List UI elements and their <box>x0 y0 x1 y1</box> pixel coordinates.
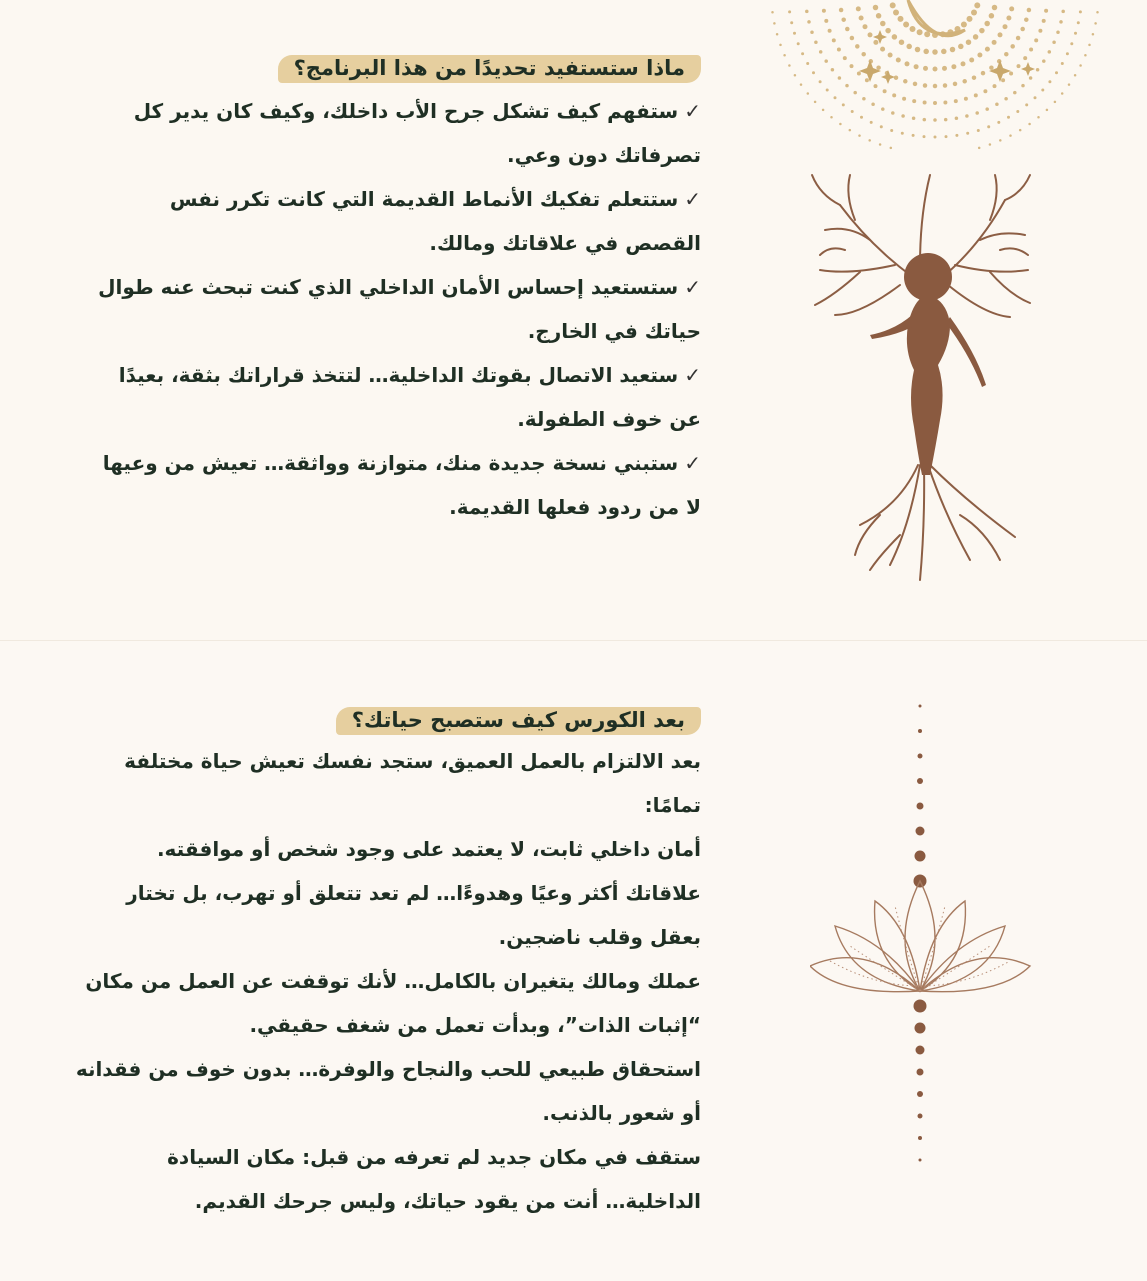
ornament-dot <box>1092 33 1095 36</box>
ornament-dot <box>856 6 861 11</box>
benefit-text: عن خوف الطفولة. <box>517 407 701 431</box>
outcome-line: أمان داخلي ثابت، لا يعتمد على وجود شخص أو موافقته. <box>156 837 701 861</box>
ornament-dot <box>1070 42 1073 45</box>
ornament-dot <box>790 21 793 24</box>
benefits-block <box>41 55 701 529</box>
ornament-dot <box>914 64 919 69</box>
ornament-dot <box>1001 78 1005 82</box>
benefit-line <box>41 221 701 265</box>
ornament-dot <box>969 58 974 63</box>
ornament-dot <box>805 10 809 14</box>
ornament-dot <box>1066 52 1069 55</box>
ornament-dot <box>951 64 956 69</box>
column-dot <box>917 1069 924 1076</box>
ornament-dot <box>1017 64 1021 68</box>
ornament-dot <box>953 82 958 87</box>
ornament-dot <box>992 5 998 11</box>
ornament-dot <box>807 20 811 24</box>
benefit-line <box>41 89 701 133</box>
benefit-line <box>41 441 701 485</box>
ornament-dot <box>923 49 929 55</box>
ornament-dot <box>999 139 1002 142</box>
ornament-dot <box>863 24 868 29</box>
ornament-dot <box>901 132 904 135</box>
ornament-dot <box>806 62 809 65</box>
bottom-panel <box>0 640 1147 1281</box>
ornament-dot <box>843 56 847 60</box>
ornament-dot <box>1094 22 1097 25</box>
benefit-text: ستبني نسخة جديدة منك، متوازنة وواثقة… تعيش من وعيها <box>102 451 679 475</box>
column-dot <box>915 851 926 862</box>
ornament-dot <box>800 83 803 86</box>
benefit-text: ستتعلم تفكيك الأنماط القديمة التي كانت تكرر نفس <box>169 187 679 211</box>
outcome-line: الداخلية… أنت من يقود حياتك، وليس جرحك القديم. <box>194 1189 701 1213</box>
ornament-dot <box>1061 92 1064 95</box>
checkmark-icon: ✓ <box>684 275 701 299</box>
ornament-dot <box>978 147 981 150</box>
ornament-dot <box>950 47 956 53</box>
ornament-dot <box>894 75 899 80</box>
ornament-dot <box>992 40 997 45</box>
ornament-dot <box>880 47 885 52</box>
ornament-dot <box>902 97 906 101</box>
lotus-icon <box>810 871 1035 1011</box>
outcome-line: بعد الالتزام بالعمل العميق، ستجد نفسك تعيش حياة مختلفة <box>124 749 701 773</box>
ornament-dot <box>850 36 855 41</box>
ornament-dot <box>1077 21 1080 24</box>
ornament-dot <box>837 48 841 52</box>
ornament-dot <box>788 10 791 13</box>
benefit-line <box>41 353 701 397</box>
ornament-dot <box>912 116 916 120</box>
ornament-dot <box>977 53 982 58</box>
ornament-dot <box>1016 110 1019 113</box>
ornament-dot <box>972 75 977 80</box>
ornament-dot <box>788 64 791 67</box>
ornament-dot <box>1074 32 1077 35</box>
outcome-line: ستقف في مكان جديد لم تعرفه من قبل: مكان السيادة <box>167 1145 701 1169</box>
ornament-dot <box>850 64 854 68</box>
ornament-dot <box>819 50 823 54</box>
ornament-dot <box>822 9 826 13</box>
ornament-dot <box>860 116 863 119</box>
ornament-dot <box>1019 129 1022 132</box>
ornament-dot <box>985 107 989 111</box>
ornament-dot <box>966 132 969 135</box>
ornament-dot <box>1061 10 1065 14</box>
ornament-dot <box>890 147 893 150</box>
ornament-dot <box>923 118 927 122</box>
ornament-dot <box>831 68 835 72</box>
ornament-dot <box>794 74 797 77</box>
benefit-text: حياتك في الخارج. <box>527 319 701 343</box>
ornament-dot <box>849 129 852 132</box>
ornament-dot <box>891 111 895 115</box>
benefit-line <box>41 177 701 221</box>
top-panel <box>0 0 1147 640</box>
ornament-dot <box>923 101 927 105</box>
ornament-dot <box>961 22 967 28</box>
ornament-dot <box>1044 9 1048 13</box>
benefit-text: القصص في علاقاتك ومالك. <box>429 231 701 255</box>
benefits-list <box>41 89 701 529</box>
ornament-dot <box>873 40 878 45</box>
ornament-dot <box>993 84 997 88</box>
benefit-line <box>41 397 701 441</box>
ornament-dot <box>1037 116 1040 119</box>
ornament-dot <box>981 71 986 76</box>
ornament-dot <box>912 134 915 137</box>
ornament-dot <box>1025 103 1028 106</box>
ornament-dot <box>924 31 930 37</box>
ornament-dot <box>1055 71 1058 74</box>
ornament-dot <box>1009 134 1012 137</box>
ornament-dot <box>771 11 774 14</box>
ornament-dot <box>1048 80 1051 83</box>
checkmark-icon: ✓ <box>684 187 701 211</box>
checkmark-icon: ✓ <box>684 99 701 123</box>
ornament-dot <box>874 84 878 88</box>
ornament-dot <box>807 92 810 95</box>
ornament-dot <box>945 135 948 138</box>
ornament-dot <box>973 34 979 40</box>
ornament-dot <box>1004 97 1008 101</box>
ornament-dot <box>793 32 796 35</box>
ornament-dot <box>830 116 833 119</box>
ornament-dot <box>965 114 969 118</box>
ornament-dot <box>1041 89 1044 92</box>
ornament-dot <box>1038 29 1042 33</box>
ornament-dot <box>962 79 967 84</box>
ornament-dot <box>913 82 918 87</box>
ornament-dot <box>865 78 869 82</box>
ornament-dot <box>1052 40 1056 44</box>
outcome-line: تمامًا: <box>644 793 701 817</box>
sun-moon-ornament-icon <box>770 0 1100 150</box>
ornament-dot <box>915 47 921 53</box>
ornament-dot <box>1007 116 1010 119</box>
column-dot <box>917 803 924 810</box>
ornament-dot <box>1023 56 1027 60</box>
column-dot <box>918 1136 922 1140</box>
ornament-dot <box>871 103 875 107</box>
ornament-dot <box>845 27 850 32</box>
outcome-line: أو شعور بالذنب. <box>542 1101 701 1125</box>
ornament-dot <box>955 116 959 120</box>
ornament-dot <box>776 33 779 36</box>
ornament-dot <box>932 49 938 55</box>
ornament-dot <box>989 13 995 18</box>
outcome-line: علاقاتك أكثر وعيًا وهدوءًا… لم تعد تتعلق أو تهرب، بل تختار <box>126 881 701 905</box>
ornament-dot <box>853 91 857 95</box>
ornament-dot <box>1016 36 1021 41</box>
benefit-text: ستستعيد إحساس الأمان الداخلي الذي كنت تبحث عنه طوال <box>98 275 679 299</box>
ornament-dot <box>944 118 948 122</box>
ornament-dot <box>890 2 896 8</box>
ornament-dot <box>773 22 776 25</box>
ornament-dot <box>1046 109 1049 112</box>
ornament-dot <box>1059 20 1063 24</box>
ornament-dot <box>997 121 1000 124</box>
section-heading-2: بعد الكورس كيف ستصبح حياتك؟ <box>336 707 701 735</box>
ornament-dot <box>885 28 891 33</box>
ornament-dot <box>1042 59 1046 63</box>
ornament-dot <box>824 59 828 63</box>
column-dot <box>915 1023 926 1034</box>
benefit-text: ستفهم كيف تشكل جرح الأب داخلك، وكيف كان يدير كل <box>133 99 679 123</box>
ornament-dot <box>923 135 926 138</box>
ornament-dot <box>974 2 980 8</box>
ornament-dot <box>923 66 928 71</box>
ornament-dot <box>961 61 966 66</box>
ornament-dot <box>779 44 782 47</box>
ornament-dot <box>1079 64 1082 67</box>
outcome-line: استحقاق طبيعي للحب والنجاح والوفرة… بدون خوف من فقدانه <box>75 1057 701 1081</box>
ornament-dot <box>851 110 854 113</box>
ornament-dot <box>814 101 817 104</box>
column-dot <box>917 1091 923 1097</box>
column-dot <box>916 827 925 836</box>
ornament-dot <box>841 17 846 22</box>
ornament-dot <box>819 80 822 83</box>
benefit-text: لا من ردود فعلها القديمة. <box>449 495 701 519</box>
ornament-dot <box>828 29 832 33</box>
ornament-dot <box>890 129 893 132</box>
ornament-dot <box>898 16 904 22</box>
ornament-dot <box>879 143 882 146</box>
ornament-dot <box>1004 52 1009 57</box>
ornament-dot <box>923 83 928 88</box>
benefit-text: ستعيد الاتصال بقوتك الداخلية… لتتخذ قراراتك بثقة، بعيدًا <box>118 363 679 387</box>
ornament-dot <box>868 32 873 37</box>
ornament-dot <box>1009 72 1013 76</box>
ornament-dot <box>842 103 845 106</box>
ornament-dot <box>942 66 947 71</box>
ornament-dot <box>839 123 842 126</box>
ornament-dot <box>899 39 905 45</box>
ornament-dot <box>998 32 1003 37</box>
ornament-dot <box>933 118 937 122</box>
ornament-dot <box>910 26 916 32</box>
ornament-dot <box>987 125 990 128</box>
ornament-dot <box>943 101 947 105</box>
ornament-dot <box>1079 10 1082 13</box>
ornament-dot <box>906 44 912 50</box>
ornament-dot <box>1013 91 1017 95</box>
ornament-dot <box>943 83 948 88</box>
column-dot <box>918 729 922 733</box>
ornament-dot <box>1028 123 1031 126</box>
outcome-line: بعقل وقلب ناضجين. <box>498 925 701 949</box>
ornament-dot <box>812 71 815 74</box>
ornament-dot <box>883 89 887 93</box>
ornament-dot <box>1036 68 1040 72</box>
outcome-line: عملك ومالك يتغيران بالكامل… لأنك توقفت عن العمل من مكان <box>85 969 701 993</box>
ornament-dot <box>1034 96 1037 99</box>
ornament-dot <box>822 109 825 112</box>
ornament-dot <box>810 30 814 34</box>
ornament-dot <box>1068 83 1071 86</box>
section-heading: ماذا ستستفيد تحديدًا من هذا البرنامج؟ <box>278 55 701 83</box>
ornament-dot <box>1034 38 1038 42</box>
ornament-dot <box>983 89 987 93</box>
ornament-dot <box>905 61 910 66</box>
ornament-dot <box>979 28 985 33</box>
ornament-dot <box>941 49 947 55</box>
ornament-dot <box>954 99 958 103</box>
ornament-dot <box>1084 54 1087 57</box>
ornament-dot <box>888 53 893 58</box>
ornament-dot <box>1003 24 1008 29</box>
ornament-dot <box>826 89 829 92</box>
ornament-dot <box>1006 16 1011 21</box>
column-dot <box>919 1159 922 1162</box>
ornament-dot <box>880 21 886 27</box>
ornament-dot <box>974 93 978 97</box>
ornament-dot <box>1024 17 1029 22</box>
column-dot <box>919 705 922 708</box>
ornament-dot <box>1096 11 1099 14</box>
ornament-dot <box>876 65 881 70</box>
ornament-dot <box>989 65 994 70</box>
checkmark-icon: ✓ <box>684 451 701 475</box>
ornament-dot <box>967 16 973 22</box>
ornament-dot <box>1009 6 1014 11</box>
column-dot <box>918 1114 923 1119</box>
after-course-list <box>41 739 701 1223</box>
ornament-dot <box>903 22 909 28</box>
ornament-dot <box>975 111 979 115</box>
ornament-dot <box>881 107 885 111</box>
ornament-dot <box>901 114 905 118</box>
benefit-line <box>41 133 701 177</box>
ornament-dot <box>814 40 818 44</box>
ornament-dot <box>971 10 977 16</box>
tree-woman-icon <box>800 165 1040 585</box>
ornament-dot <box>1054 101 1057 104</box>
ornament-dot <box>834 96 837 99</box>
ornament-dot <box>858 134 861 137</box>
ornament-dot <box>801 52 804 55</box>
ornament-dot <box>934 136 937 139</box>
ornament-dot <box>1074 74 1077 77</box>
outcome-line: “إثبات الذات”، وبدأت تعمل من شغف حقيقي. <box>249 1013 701 1037</box>
ornament-dot <box>892 34 898 40</box>
ornament-dot <box>859 16 864 21</box>
ornament-dot <box>876 13 882 18</box>
column-dot <box>917 778 923 784</box>
ornament-dot <box>903 79 908 84</box>
column-dot <box>916 1046 925 1055</box>
ornament-dot <box>989 143 992 146</box>
ornament-dot <box>933 84 938 89</box>
after-course-block <box>41 707 701 1223</box>
benefit-line <box>41 309 701 353</box>
ornament-dot <box>955 134 958 137</box>
ornament-dot <box>984 21 990 27</box>
ornament-dot <box>892 93 896 97</box>
benefit-line <box>41 485 701 529</box>
ornament-dot <box>838 76 842 80</box>
ornament-dot <box>917 29 923 35</box>
ornament-dot <box>977 129 980 132</box>
ornament-dot <box>964 97 968 101</box>
ornament-dot <box>824 19 828 23</box>
ornament-dot <box>1061 62 1064 65</box>
ornament-dot <box>912 99 916 103</box>
ornament-dot <box>845 84 849 88</box>
ornament-dot <box>1027 8 1032 13</box>
benefit-text: تصرفاتك دون وعي. <box>506 143 701 167</box>
column-dot <box>918 754 923 759</box>
checkmark-icon: ✓ <box>684 363 701 387</box>
ornament-dot <box>783 54 786 57</box>
ornament-dot <box>855 44 860 49</box>
benefit-line <box>41 265 701 309</box>
ornament-dot <box>985 47 990 52</box>
ornament-dot <box>966 39 972 45</box>
ornament-dot <box>933 101 937 105</box>
ornament-dot <box>1010 44 1015 49</box>
ornament-dot <box>1029 48 1033 52</box>
ornament-dot <box>1029 76 1033 80</box>
ornament-dot <box>1042 19 1046 23</box>
ornament-dot <box>873 5 879 11</box>
ornament-dot <box>958 44 964 50</box>
ornament-dot <box>870 121 873 124</box>
ornament-dot <box>839 8 844 13</box>
ornament-dot <box>862 97 866 101</box>
ornament-dot <box>832 38 836 42</box>
ornament-dot <box>857 72 861 76</box>
ornament-dot <box>1048 50 1052 54</box>
ornament-dot <box>1088 44 1091 47</box>
ornament-dot <box>1021 84 1025 88</box>
ornament-dot <box>868 139 871 142</box>
ornament-dot <box>896 58 901 63</box>
ornament-dot <box>880 125 883 128</box>
ornament-dot <box>893 10 899 16</box>
ornament-dot <box>1056 30 1060 34</box>
ornament-dot <box>1020 27 1024 32</box>
ornament-dot <box>861 52 866 57</box>
ornament-dot <box>995 103 999 107</box>
ornament-dot <box>933 67 938 72</box>
ornament-dot <box>797 42 800 45</box>
